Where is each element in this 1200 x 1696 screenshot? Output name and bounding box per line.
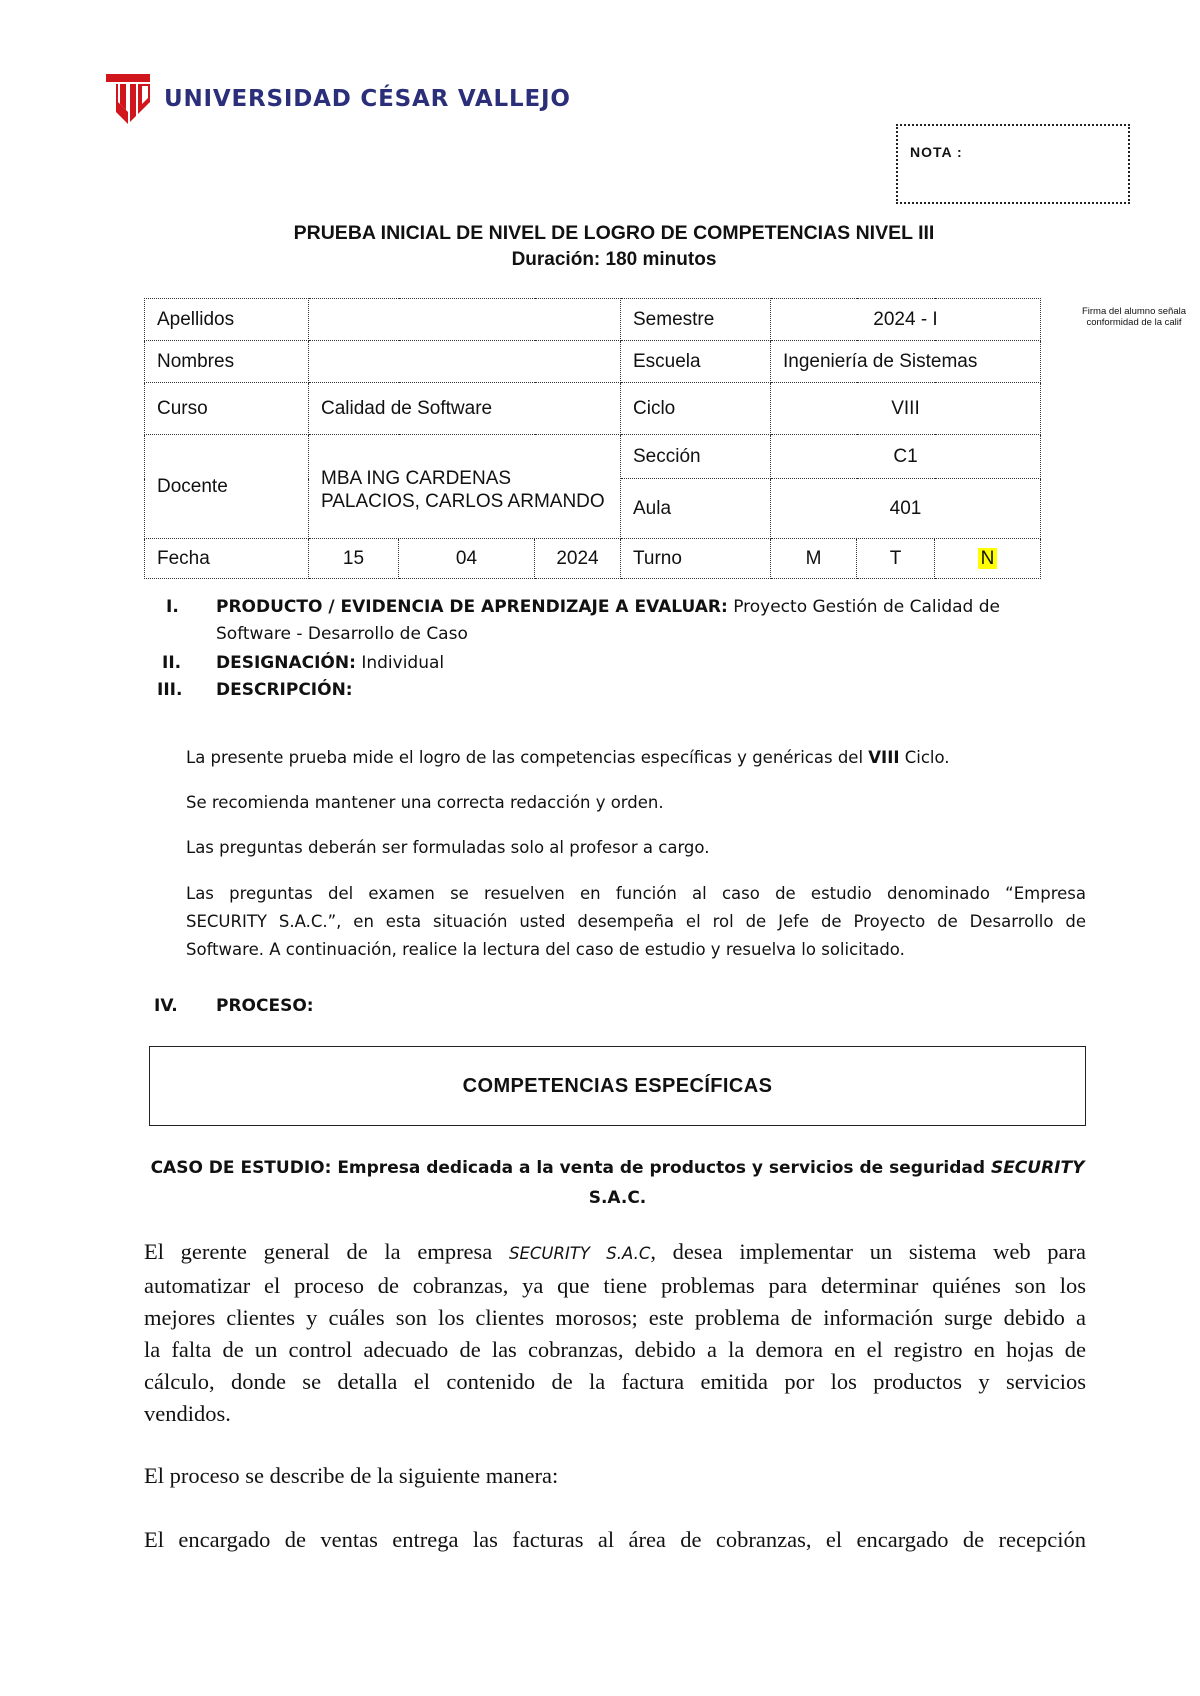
turno-n-selected: N <box>978 548 998 569</box>
turno-n[interactable] <box>935 539 1041 579</box>
section-num-1: I. <box>166 597 179 617</box>
exam-title: PRUEBA INICIAL DE NIVEL DE LOGRO DE COMPETENCIAS NIVEL III <box>293 222 935 244</box>
desc-p4-line1: Las preguntas del examen se resuelven en función al caso de estudio denominado “Empresa <box>186 884 1086 903</box>
logo-text: UNIVERSIDAD CÉSAR VALLEJO <box>164 86 571 112</box>
section-num-4: IV. <box>154 996 178 1016</box>
value-semestre: 2024 - I <box>771 299 1041 341</box>
label-aula: Aula <box>621 479 771 539</box>
label-turno: Turno <box>621 539 771 579</box>
label-seccion: Sección <box>621 435 771 479</box>
fecha-month: 04 <box>399 539 535 579</box>
fecha-year: 2024 <box>535 539 621 579</box>
value-seccion: C1 <box>771 435 1041 479</box>
section-num-3: III. <box>157 680 183 700</box>
label-curso: Curso <box>145 383 309 435</box>
label-nombres: Nombres <box>145 341 309 383</box>
case-p1-line1 <box>144 1236 1086 1270</box>
firma-note <box>1068 306 1200 328</box>
desc-paragraph-3: Las preguntas deberán ser formuladas solo al profesor a cargo. <box>186 838 710 857</box>
case-p1-line6: vendidos. <box>144 1401 231 1426</box>
desc-p1-cycle: VIII <box>868 748 900 767</box>
case-p1-company: SECURITY S.A.C <box>508 1244 651 1263</box>
section-descripcion <box>157 677 1057 704</box>
label-docente: Docente <box>145 435 309 539</box>
case-study-heading <box>150 1153 1085 1213</box>
case-paragraph-2: El proceso se describe de la siguiente manera: <box>144 1463 559 1488</box>
section-label-designacion: DESIGNACIÓN: <box>216 653 356 673</box>
case-p1-line4: la falta de un control adecuado de las cobranzas, debido a la demora en el registro en hojas de <box>144 1337 1086 1362</box>
case-study-text: CASO DE ESTUDIO: Empresa dedicada a la venta de productos y servicios de seguridad <box>150 1158 991 1178</box>
section-text-producto-b: Software - Desarrollo de Caso <box>216 624 468 644</box>
section-text-producto-a: Proyecto Gestión de Calidad de <box>733 597 1000 617</box>
nota-box[interactable] <box>896 124 1130 204</box>
desc-p1-text: La presente prueba mide el logro de las competencias específicas y genéricas del <box>186 748 869 767</box>
section-proceso <box>154 993 1054 1020</box>
section-producto <box>162 594 1062 648</box>
field-nombres[interactable] <box>309 341 621 383</box>
desc-p1-end: Ciclo. <box>899 748 950 767</box>
value-docente: MBA ING CARDENAS PALACIOS, CARLOS ARMANDO <box>309 435 621 539</box>
field-apellidos[interactable] <box>309 299 621 341</box>
value-ciclo: VIII <box>771 383 1041 435</box>
section-label-proceso: PROCESO: <box>216 996 314 1016</box>
value-escuela: Ingeniería de Sistemas <box>771 341 1041 383</box>
case-p1-l1a: El gerente general de la empresa <box>144 1239 509 1264</box>
label-apellidos: Apellidos <box>145 299 309 341</box>
section-label-producto: PRODUCTO / EVIDENCIA DE APRENDIZAJE A EVALUAR: <box>216 597 728 617</box>
label-fecha: Fecha <box>145 539 309 579</box>
desc-paragraph-2: Se recomienda mantener una correcta redacción y orden. <box>186 793 664 812</box>
case-p1-line5: cálculo, donde se detalla el contenido de la factura emitida por los productos y servicios <box>144 1369 1086 1394</box>
section-num-2: II. <box>162 653 182 673</box>
turno-t[interactable]: T <box>857 539 935 579</box>
case-study-line1 <box>150 1153 1085 1183</box>
case-p1-line3: mejores clientes y cuáles son los clientes morosos; este problema de información surge debido a <box>144 1305 1086 1330</box>
label-ciclo: Ciclo <box>621 383 771 435</box>
firma-note-line2: conformidad de la calif <box>1086 317 1182 328</box>
section-text-designacion: Individual <box>361 653 445 673</box>
desc-p4-line2: SECURITY S.A.C.”, en esta situación usted desempeña el rol de Jefe de Proyecto de Desarrollo de <box>186 912 1086 931</box>
competencias-title: COMPETENCIAS ESPECÍFICAS <box>462 1074 773 1097</box>
case-p1-line2: automatizar el proceso de cobranzas, ya que tiene problemas para determinar quiénes son los <box>144 1273 1086 1298</box>
ucv-shield-icon <box>104 72 152 126</box>
value-aula: 401 <box>771 479 1041 539</box>
firma-note-line1: Firma del alumno señala <box>1081 306 1187 317</box>
turno-m[interactable]: M <box>771 539 857 579</box>
desc-paragraph-1 <box>186 744 1086 771</box>
section-designacion <box>162 650 1062 677</box>
value-curso: Calidad de Software <box>309 383 621 435</box>
label-semestre: Semestre <box>621 299 771 341</box>
case-p1-l1c: , desea implementar un sistema web para <box>650 1239 1086 1264</box>
case-paragraph-1 <box>144 1236 1086 1430</box>
nota-label: NOTA : <box>910 144 963 160</box>
exam-duration: Duración: 180 minutos <box>511 249 717 270</box>
competencias-box <box>149 1046 1086 1126</box>
case-study-line2: S.A.C. <box>588 1188 647 1208</box>
case-study-company: SECURITY <box>990 1158 1085 1178</box>
student-info-table <box>144 298 1041 579</box>
case-paragraph-3: El encargado de ventas entrega las facturas al área de cobranzas, el encargado de recepción <box>144 1527 1086 1552</box>
desc-paragraph-4 <box>186 880 1086 964</box>
section-label-descripcion: DESCRIPCIÓN: <box>216 680 353 700</box>
desc-p4-line3: Software. A continuación, realice la lectura del caso de estudio y resuelva lo solicitado. <box>186 940 905 959</box>
fecha-day: 15 <box>309 539 399 579</box>
label-escuela: Escuela <box>621 341 771 383</box>
university-logo <box>104 72 571 126</box>
